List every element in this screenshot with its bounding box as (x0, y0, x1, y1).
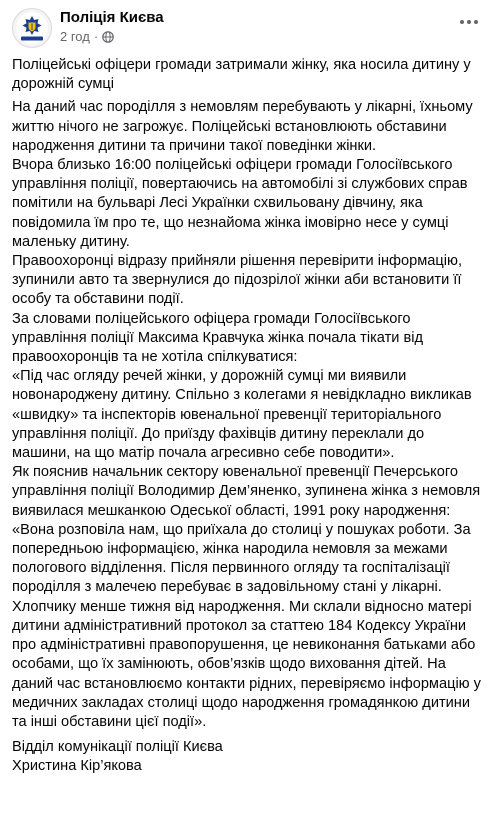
more-options-icon (459, 19, 479, 25)
more-options-button[interactable] (455, 12, 483, 32)
post-paragraph: Правоохоронці відразу прийняли рішення перевірити інформацію, зупинили авто та звернулися до підозрілої жінки аби встановити її особу та обставини події. (12, 253, 462, 308)
globe-icon[interactable] (102, 31, 114, 43)
post-paragraph: Як пояснив начальник сектору ювенальної превенції Печерського управління поліції Володимир Дем’яненко, зупинена жінка з немовля виявилася мешканкою Одеської області, 1991 року народження: (12, 464, 481, 519)
post-timestamp[interactable]: 2 год (60, 29, 90, 44)
post-header (12, 0, 483, 56)
signature-department: Відділ комунікації поліції Києва (12, 739, 223, 756)
timestamp-row (60, 28, 164, 46)
post-paragraph: На даний час породілля з немовлям перебувають у лікарні, їхньому життю нічого не загрожує. Поліцейські встановлюють обставини народження дитини та причини такої поведінки жінки. (12, 99, 473, 154)
separator-dot: · (93, 29, 99, 44)
post-quote: «Вона розповіла нам, що приїхала до столиці у пошуках роботи. За попередньою інформацією, жінка народила немовля за межами пологового відділення. Після первинного огляду та госпіталізації породілля з малечею перебуває в задовільному стані у лікарні. Хлопчику менше тижня від народження. Ми склали відносно матері дитини адміністративний протокол за статтею 184 Кодексу України про адміністративні правопорушення, це невиконання батьками або особами, що їх замінюють, обов’язків щодо виховання дітей. На даний час встановлюємо контакти рідних, перевіряємо інформацію у медичних закладах столиці щодо народження громадянкою дитини та інші обставини цієї події». (12, 521, 481, 730)
post-body (12, 56, 483, 777)
post-paragraph: Вчора близько 16:00 поліцейські офіцери громади Голосіївського управління поліції, повертаючись на автомобілі зі службових справ помітили на бульварі Лесі Українки схвильовану дівчину, яка повідомила їм про те, що незнайома жінка імовірно несе у сумці маленьку дитину. (12, 157, 468, 250)
post-meta (60, 8, 164, 46)
signature-author: Христина Кір’якова (12, 758, 142, 775)
police-emblem-icon (15, 11, 49, 45)
page-name-link[interactable]: Поліція Києва (60, 9, 164, 26)
post-paragraph: За словами поліцейського офіцера громади Голосіївського управління поліції Максима Кравчука жінка почала тікати від правоохоронців та не хотіла спілкуватися: (12, 310, 423, 366)
page-avatar[interactable] (12, 8, 52, 48)
post-headline: Поліцейські офіцери громади затримали жінку, яка носила дитину у дорожній сумці (12, 57, 471, 93)
post-quote: «Під час огляду речей жінки, у дорожній сумці ми виявили новонароджену дитину. Спільно з колегами я невідкладно викликав «швидку» та інспекторів ювенальної превенції територіального управління поліції. До приїзду фахівців дитину переклали до машини, на що матір почала агресивно себе поводити». (12, 368, 472, 462)
